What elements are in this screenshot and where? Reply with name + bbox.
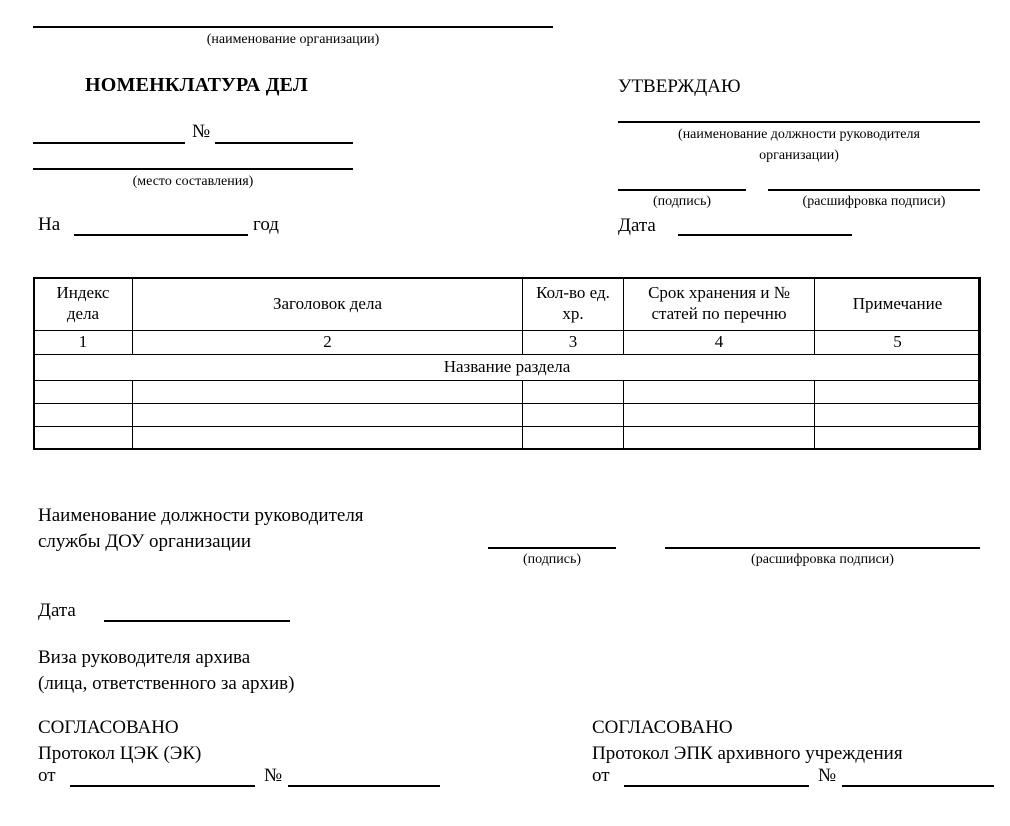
approval-signature-line[interactable] [618, 189, 746, 191]
agreement-left-from-line[interactable] [70, 785, 255, 787]
approval-position-caption-line2: организации) [759, 148, 839, 163]
agreement-left-heading: СОГЛАСОВАНО [38, 717, 179, 738]
visa-block [38, 645, 488, 696]
section-row-label: Название раздела [34, 355, 981, 381]
table-header-quantity-l1: Кол-во ед. [536, 283, 610, 303]
cell-index[interactable] [34, 427, 133, 450]
table-header-index-l2: дела [66, 304, 100, 323]
agreement-left-protocol: Протокол ЦЭК (ЭК) [38, 742, 202, 764]
table-header-index [34, 278, 133, 331]
column-number-1: 1 [34, 331, 133, 355]
place-of-compilation-line[interactable] [33, 168, 353, 170]
agreement-right-number-symbol: № [818, 765, 837, 786]
table-header-note-l1: Примечание [852, 293, 943, 313]
number-symbol-top: № [192, 121, 211, 142]
agreement-left-block [38, 715, 508, 766]
table-section-row [34, 355, 981, 381]
agreement-left-from-label: от [38, 765, 56, 786]
signature-position-block [38, 503, 468, 554]
table-header-retention-l1: Срок хранения и № [648, 283, 790, 303]
table-row[interactable] [34, 381, 981, 404]
approval-transcript-caption: (расшифровка подписи) [802, 194, 946, 209]
date-fill-line[interactable] [33, 142, 185, 144]
signature-date-line[interactable] [104, 620, 290, 622]
agreement-right-protocol: Протокол ЭПК архивного учреждения [592, 742, 903, 764]
document-title: НОМЕНКЛАТУРА ДЕЛ [85, 74, 309, 96]
table-header-case-title-l1: Заголовок дела [272, 293, 382, 313]
transcript-caption: (расшифровка подписи) [751, 552, 894, 567]
table-header-row [34, 278, 981, 331]
cell-quantity[interactable] [523, 381, 624, 404]
table-header-retention-l2: статей по перечню [651, 304, 787, 323]
cell-retention[interactable] [624, 381, 815, 404]
cell-retention[interactable] [624, 404, 815, 427]
nomenclature-table [33, 277, 981, 450]
agreement-left-number-symbol: № [264, 765, 283, 786]
approval-position-caption-line1: (наименование должности руководителя [678, 127, 920, 142]
cell-note[interactable] [815, 381, 981, 404]
column-number-4: 4 [624, 331, 815, 355]
cell-case-title[interactable] [133, 404, 523, 427]
approval-heading: УТВЕРЖДАЮ [618, 76, 741, 97]
table-header-index-l1: Индекс [56, 283, 110, 303]
cell-index[interactable] [34, 381, 133, 404]
signature-position-line2: службы ДОУ организации [38, 530, 252, 552]
column-number-5: 5 [815, 331, 981, 355]
cell-retention[interactable] [624, 427, 815, 450]
cell-quantity[interactable] [523, 427, 624, 450]
organization-name-caption: (наименование организации) [206, 32, 380, 47]
signature-line[interactable] [488, 547, 616, 549]
signature-caption: (подпись) [522, 552, 582, 567]
cell-quantity[interactable] [523, 404, 624, 427]
table-row[interactable] [34, 404, 981, 427]
agreement-right-block [592, 715, 992, 766]
transcript-line[interactable] [665, 547, 980, 549]
table-header-note [815, 278, 981, 331]
cell-index[interactable] [34, 404, 133, 427]
table-header-quantity-l2: хр. [562, 304, 584, 323]
number-fill-line[interactable] [215, 142, 353, 144]
approval-date-label: Дата [618, 215, 656, 236]
table-column-number-row [34, 331, 981, 355]
agreement-right-from-label: от [592, 765, 610, 786]
cell-case-title[interactable] [133, 427, 523, 450]
signature-date-label: Дата [38, 600, 76, 621]
agreement-left-number-line[interactable] [288, 785, 440, 787]
table-header-retention [624, 278, 815, 331]
approval-transcript-line[interactable] [768, 189, 980, 191]
approval-signature-caption: (подпись) [652, 194, 712, 209]
table-header-quantity [523, 278, 624, 331]
table-header-case-title [133, 278, 523, 331]
cell-note[interactable] [815, 427, 981, 450]
agreement-right-from-line[interactable] [624, 785, 809, 787]
agreement-right-heading: СОГЛАСОВАНО [592, 717, 733, 738]
place-of-compilation-caption: (место составления) [132, 174, 254, 189]
column-number-3: 3 [523, 331, 624, 355]
approval-position-line[interactable] [618, 121, 980, 123]
year-suffix-label: год [253, 214, 279, 235]
visa-line1: Виза руководителя архива [38, 647, 251, 668]
cell-note[interactable] [815, 404, 981, 427]
approval-date-line[interactable] [678, 234, 852, 236]
year-fill-line[interactable] [74, 234, 248, 236]
signature-position-line1: Наименование должности руководителя [38, 505, 364, 526]
table-row[interactable] [34, 427, 981, 450]
visa-line2: (лица, ответственного за архив) [38, 672, 295, 694]
organization-name-line[interactable] [33, 26, 553, 28]
year-prefix-label: На [38, 214, 61, 235]
column-number-2: 2 [133, 331, 523, 355]
cell-case-title[interactable] [133, 381, 523, 404]
agreement-right-number-line[interactable] [842, 785, 994, 787]
